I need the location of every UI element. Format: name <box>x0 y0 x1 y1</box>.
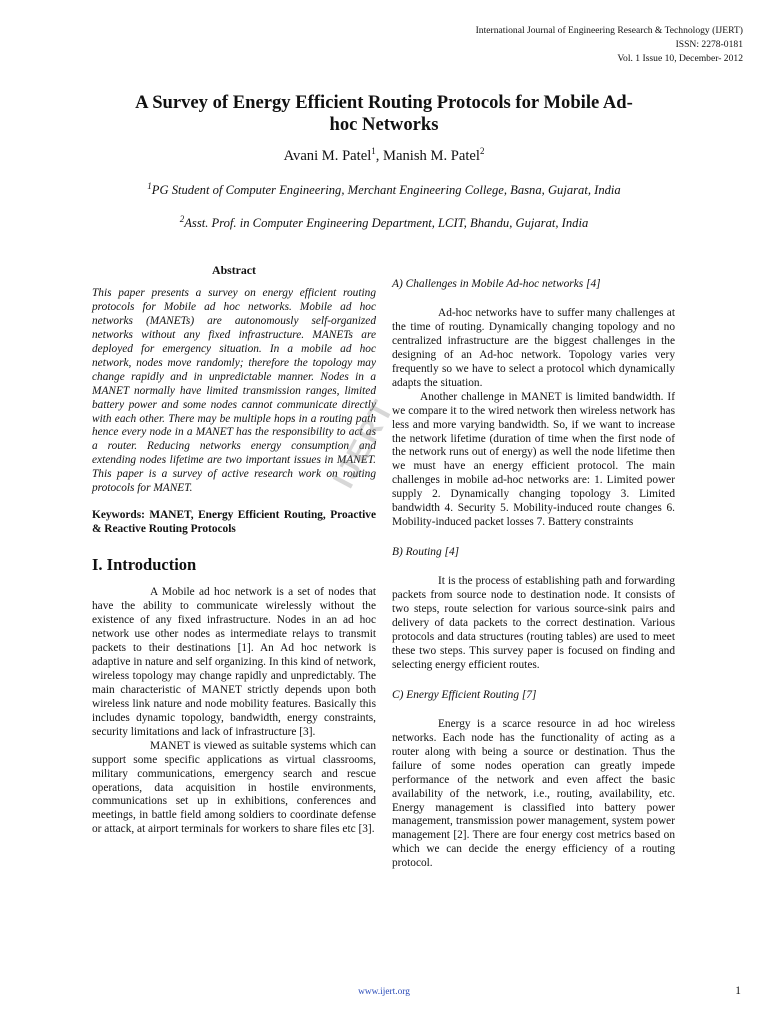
journal-issn: ISSN: 2278-0181 <box>675 39 743 51</box>
abstract-heading: Abstract <box>212 263 256 277</box>
section-c-heading: C) Energy Efficient Routing [7] <box>392 688 537 701</box>
page-number: 1 <box>735 985 741 997</box>
affiliation-2-marker: 2 <box>179 213 185 224</box>
abstract-body: This paper presents a survey on energy efficient routing protocols for Mobile ad hoc networks. Mobile ad hoc networks (MANETs) are autonomously self-organized networks without any fixed infrastructure. MANETs are deployed for emergency situation. In a mobile ad hoc network, nodes move randomly; therefore the topology may change rapidly and in unpredictable manner. Nodes in a MANET normally have limited transmission ranges, limited battery power and some nodes cannot communicate directly with each other. There may be multiple hops in a routing path hence every node in a MANET has the responsibility to act as a router. Reducing networks energy consumption and extending nodes lifetime are two important issues in MANET. This paper is a survey of active research work on routing protocols for MANET. <box>92 286 376 495</box>
author-1-marker: 1 <box>371 146 376 157</box>
affiliation-1-text: PG Student of Computer Engineering, Merchant Engineering College, Basna, Gujarat, India <box>151 183 621 197</box>
affiliation-1 <box>0 180 768 198</box>
author-2: Manish M. Patel <box>383 148 480 164</box>
ijert-watermark: IJERT <box>327 394 401 494</box>
author-2-marker: 2 <box>479 146 485 157</box>
section-b-paragraph-1: It is the process of establishing path and forwarding packets from source node to destination node. It consists of two steps, route selection for various source-sink pairs and delivery of data packets to the correct destination. Various protocols and data structures (routing tables) are used to meet these two steps. This survey paper is focused on finding and selecting energy efficient routes. <box>392 575 675 671</box>
author-line <box>0 148 768 165</box>
author-1: Avani M. Patel <box>283 148 372 164</box>
section-b-heading: B) Routing [4] <box>392 546 460 559</box>
affiliation-1-marker: 1 <box>147 180 152 191</box>
left-column <box>92 264 376 837</box>
section-a-paragraph-2: Another challenge in MANET is limited bandwidth. If we compare it to the wired network then wireless network has less and more varying bandwidth. So, if we want to increase the network lifetime (duration of time when the first node of the network runs out of energy) as well the node lifetime then we must have an energy efficient protocol. The main challenges in mobile ad-hoc networks are: 1. Limited power supply 2. Dynamically changing topology 3. Limited bandwidth 4. Security 5. Mobility-induced route changes 6. Mobility-induced packet losses 7. Battery constraints <box>392 390 675 529</box>
introduction-paragraph-2: MANET is viewed as suitable systems which can support some specific applications as virtual classrooms, military communications, emergency search and rescue operations, data acquisition in hostile environments, communications set up in exhibitions, conferences and meetings, in battle field among soldiers to coordinate defense or attack, at airport terminals for workers to share files etc [3]. <box>92 739 376 836</box>
paper-title-line-2: hoc Networks <box>329 114 439 135</box>
affiliation-2-text: Asst. Prof. in Computer Engineering Department, LCIT, Bhandu, Gujarat, India <box>184 216 589 230</box>
paper-title-line-1: A Survey of Energy Efficient Routing Protocols for Mobile Ad- <box>135 92 633 113</box>
section-c-paragraph-1: Energy is a scarce resource in ad hoc wireless networks. Each node has the functionality of acting as a router along with being a source or destination. Thus the failure of some nodes operation can greatly impede performance of the network and even affect the basic availability of the network, i.e., routing, availability, etc. Energy management is classified into battery power management, transmission power management, system power management [2]. There are four energy cost metrics based on which we can decide the energy efficiency of a routing protocol. <box>392 717 675 870</box>
journal-name: International Journal of Engineering Research & Technology (IJERT) <box>475 25 743 36</box>
introduction-heading: I. Introduction <box>92 555 197 575</box>
introduction-paragraph-1: A Mobile ad hoc network is a set of nodes that have the ability to communicate wirelessly without the existence of any fixed infrastructure. Nodes in an ad hoc network use other nodes as intermediate relays to transmit packets to their destinations [1]. An Ad hoc network is adaptive in nature and self organizing. In this kind of network, wireless topology may change rapidly and unpredictably. The main characteristic of MANET strictly depends upon both wireless link nature and node mobility features. Basically this includes dynamic topology, bandwidth, energy constraints, security limitations and lack of infrastructure [3]. <box>92 586 376 738</box>
paper-title <box>92 92 676 136</box>
right-column <box>392 278 675 871</box>
journal-header <box>476 24 743 67</box>
keywords: Keywords: MANET, Energy Efficient Routing, Proactive & Reactive Routing Protocols <box>92 509 376 536</box>
journal-website-link[interactable]: www.ijert.org <box>358 987 410 997</box>
author-separator: , <box>375 148 384 164</box>
affiliation-2 <box>0 213 768 231</box>
journal-volume: Vol. 1 Issue 10, December- 2012 <box>617 53 743 65</box>
section-a-heading: A) Challenges in Mobile Ad-hoc networks [4] <box>392 278 601 290</box>
section-a-paragraph-1: Ad-hoc networks have to suffer many challenges at the time of routing. Dynamically changing topology and no centralized infrastructure are the biggest challenges in the designing of an Ad-hoc network. Topology varies very frequently so we have to select a protocol which dynamically adapts the situation. <box>392 306 675 389</box>
